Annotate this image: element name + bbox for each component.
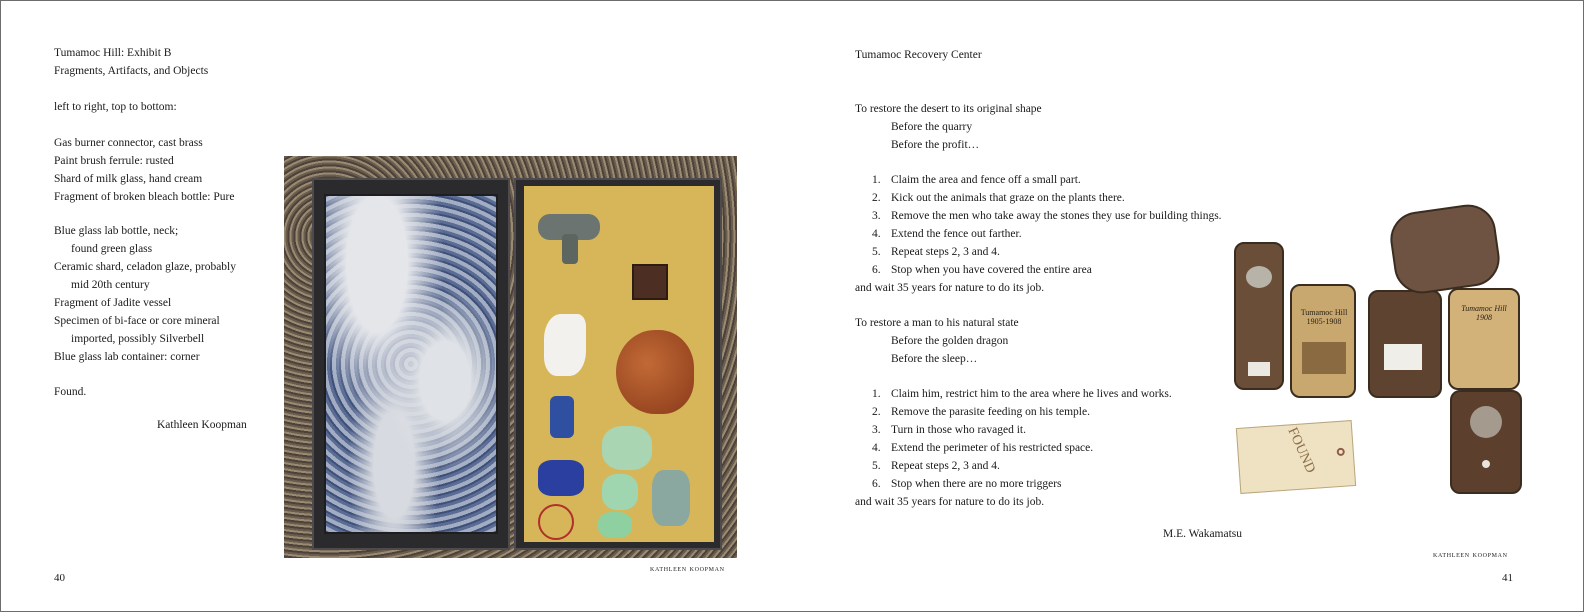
- tin1-label-line2: 1905-1908: [1306, 317, 1342, 326]
- step-text: Stop when you have covered the entire area: [891, 264, 1092, 276]
- exhibit-title: [54, 44, 208, 80]
- step-number: 3.: [872, 210, 881, 222]
- step-number: 5.: [872, 246, 881, 258]
- exhibit-title-line2: Fragments, Artifacts, and Objects: [54, 65, 209, 77]
- open-tin-broken: [1368, 290, 1442, 398]
- step-number: 1.: [872, 388, 881, 400]
- step-number: 6.: [872, 264, 881, 276]
- item-list-1: [54, 134, 234, 206]
- tin2-label-line2: 1908: [1476, 313, 1492, 322]
- man-sub1: Before the golden dragon: [891, 335, 1009, 347]
- item-line: Ceramic shard, celadon glaze, probably: [54, 261, 237, 273]
- page-number-left: 40: [54, 572, 65, 584]
- desert-sub2: Before the profit…: [891, 139, 980, 151]
- blue-bottle-neck: [550, 396, 574, 438]
- specimen-box-photo: [284, 156, 737, 558]
- step-text: Turn in those who ravaged it.: [891, 424, 1027, 436]
- photo-credit-right: kathleen koopman: [1433, 549, 1508, 559]
- desert-stanza: [855, 100, 1042, 154]
- item-line: Paint brush ferrule: rusted: [54, 155, 174, 167]
- step-text: Extend the fence out farther.: [891, 228, 1022, 240]
- step-text: Kick out the animals that graze on the plants there.: [891, 192, 1125, 204]
- step-item: [855, 475, 1172, 493]
- step-number: 4.: [872, 442, 881, 454]
- labeled-tin-1: [1290, 284, 1356, 398]
- tin-inner-disc: [1246, 266, 1272, 288]
- desert-intro: To restore the desert to its original shape: [855, 103, 1042, 115]
- item-line: Blue glass lab container: corner: [54, 351, 200, 363]
- glass-case-lid: [312, 178, 510, 550]
- blue-glass-container: [538, 460, 584, 496]
- closing-text: Found.: [54, 386, 87, 398]
- step-item: [855, 385, 1172, 403]
- step-text: Remove the men who take away the stones they use for building things.: [891, 210, 1222, 222]
- tin-rivet: [1482, 460, 1490, 468]
- mineral-specimen: [652, 470, 690, 526]
- step-text: Extend the perimeter of his restricted space.: [891, 442, 1094, 454]
- step-number: 4.: [872, 228, 881, 240]
- step-text: Repeat steps 2, 3 and 4.: [891, 460, 1000, 472]
- poem-title: Tumamoc Recovery Center: [855, 49, 982, 61]
- felt-liner: [524, 186, 714, 542]
- mottled-glass-panel: [324, 194, 498, 534]
- milk-glass-shard: [544, 314, 586, 376]
- step-number: 2.: [872, 192, 881, 204]
- item-list-2: [54, 222, 236, 366]
- step-number: 5.: [872, 460, 881, 472]
- desert-steps: [855, 171, 1222, 297]
- poem-author: M.E. Wakamatsu: [1163, 528, 1243, 540]
- specimen-tray: [514, 178, 722, 550]
- step-number: 2.: [872, 406, 881, 418]
- author-name: Kathleen Koopman: [157, 419, 247, 431]
- step-text: Repeat steps 2, 3 and 4.: [891, 246, 1000, 258]
- step-text: Stop when there are no more triggers: [891, 478, 1062, 490]
- item-line: Fragment of Jadite vessel: [54, 297, 172, 309]
- found-tag: [1236, 420, 1356, 494]
- bleach-bottle-fragment: [616, 330, 694, 414]
- tag-eyelet: [1336, 448, 1345, 457]
- rusted-ferrule-object: [632, 264, 668, 300]
- step-item: [855, 261, 1222, 279]
- tin-lid: [1387, 201, 1503, 297]
- step-number: 6.: [872, 478, 881, 490]
- tin1-label-line1: Tumamoc Hill: [1300, 308, 1348, 317]
- desert-continuation: and wait 35 years for nature to do its job.: [855, 282, 1045, 294]
- found-tag-text: FOUND: [1284, 425, 1318, 476]
- item-line: Shard of milk glass, hand cream: [54, 173, 203, 185]
- tin-glass-shard: [1384, 344, 1422, 370]
- tin-button-disc: [1470, 406, 1502, 438]
- tin1-photo-image: [1302, 342, 1346, 374]
- step-text: Remove the parasite feeding on his temple.: [891, 406, 1090, 418]
- man-stanza: [855, 314, 1019, 368]
- desert-sub1: Before the quarry: [891, 121, 973, 133]
- page-number-right: 41: [1502, 572, 1513, 584]
- man-continuation: and wait 35 years for nature to do its job.: [855, 496, 1045, 508]
- man-steps: [855, 385, 1172, 511]
- tin2-label-line1: Tumamoc Hill: [1461, 304, 1507, 313]
- open-tin-small: [1234, 242, 1284, 390]
- exhibit-title-line1: Tumamoc Hill: Exhibit B: [54, 47, 172, 59]
- step-item: [855, 403, 1172, 421]
- man-intro: To restore a man to his natural state: [855, 317, 1019, 329]
- step-number: 3.: [872, 424, 881, 436]
- item-line: found green glass: [71, 243, 153, 255]
- item-line: mid 20th century: [71, 279, 150, 291]
- item-line: Fragment of broken bleach bottle: Pure: [54, 191, 235, 203]
- tins-photo: [1232, 206, 1532, 506]
- step-item: [855, 189, 1222, 207]
- step-text: Claim the area and fence off a small part.: [891, 174, 1081, 186]
- tin-with-button: [1450, 390, 1522, 494]
- green-glass-piece: [602, 426, 652, 470]
- tin1-label: [1296, 308, 1352, 326]
- man-sub2: Before the sleep…: [891, 353, 978, 365]
- step-item: [855, 207, 1222, 225]
- step-number: 1.: [872, 174, 881, 186]
- step-item: [855, 243, 1222, 261]
- red-stamp-seal: [538, 504, 574, 540]
- step-item: [855, 457, 1172, 475]
- tin2-label: [1454, 304, 1514, 322]
- step-item: [855, 421, 1172, 439]
- jadite-fragment: [598, 512, 632, 538]
- item-line: imported, possibly Silverbell: [71, 333, 205, 345]
- labeled-tin-2: [1448, 288, 1520, 390]
- step-item: [855, 225, 1222, 243]
- celadon-shard: [602, 474, 638, 510]
- item-line: Blue glass lab bottle, neck;: [54, 225, 179, 237]
- step-item: [855, 439, 1172, 457]
- photo-credit-left: kathleen koopman: [650, 563, 725, 573]
- brass-connector-stem: [562, 234, 578, 264]
- item-line: Specimen of bi-face or core mineral: [54, 315, 220, 327]
- item-line: Gas burner connector, cast brass: [54, 137, 203, 149]
- intro-text: left to right, top to bottom:: [54, 101, 177, 113]
- step-text: Claim him, restrict him to the area where he lives and works.: [891, 388, 1172, 400]
- tin-shard: [1248, 362, 1270, 376]
- step-item: [855, 171, 1222, 189]
